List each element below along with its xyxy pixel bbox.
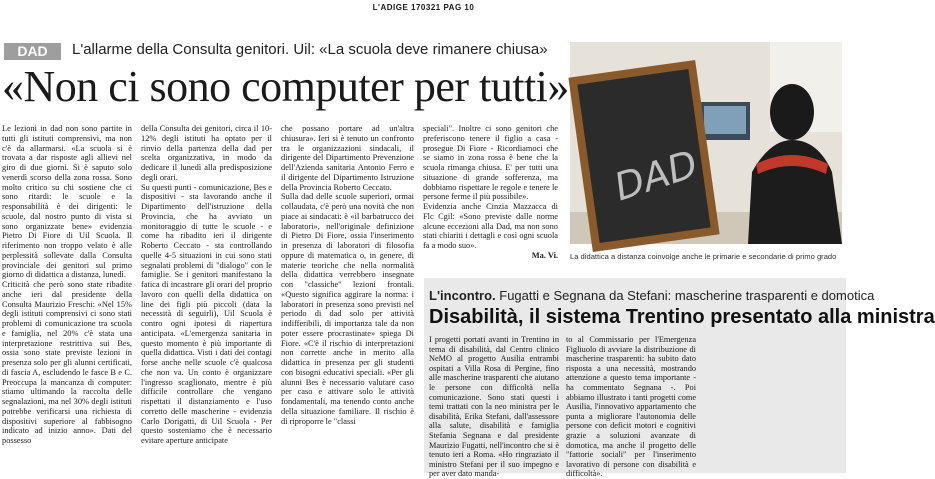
section-badge: DAD [4, 43, 61, 60]
author-signature: Ma. Vi. [531, 250, 558, 260]
box-kicker [429, 288, 874, 303]
photo-illustration [570, 42, 842, 244]
paragraph: Su questi punti - comunicazione, Bes e dispositivi - sta lavorando anche il Dipartimento dell'istruzione della Provincia, che ha avviato un monitoraggio di tutte le scuole - e come ha ribadito ieri il dirigente Roberto Ceccato - sta controllando quelle 4-5 situazioni in cui sono stati segnalati problemi di "dialogo" con le famiglie. Se i genitori manifestano la fatica di incastrare gli orari del proprio lavoro con quelli della didattica on line dei figli più piccoli (data la necessità di seguirli), Uil Scuola è contro ogni ipotesi di riapertura anticipata. «L'emergenza sanitaria in questo momento è più importante di quella didattica. Visti i dati dei contagi forse anche nelle scuole c'è qualcosa che non va. Un conto è organizzare l'ingresso scaglionato, mentre è più difficile controllare che vengano rispettati il distanziamento e l'uso corretto delle mascherine - evidenzia Carlo Dorigatti, di Uil Scuola - Per questo sosteniamo che è necessario evitare aperture anticipate [141, 182, 272, 445]
article-photo [570, 42, 842, 244]
article-column-3 [281, 124, 414, 452]
paragraph: Le lezioni in dad non sono partite in tutti gli istituti comprensivi, ma non c'è da allarmarsi. «La scuola si è trovata a dar risposte agli allievi nel giro di due giorni. Si è saputo solo venerdì scorso della zona rossa. Sono molto critico su chi sostiene che ci sono ritardi: le scuole e la responsabilità è dei dirigenti: le scuole, dal nostro punto di vista si sono organizzate bene» evidenzia Pietro Di Fiore di Uil Scuola. Il riferimento non troppo velato è alle perplessità sollevate dalla Consulta provinciale dei genitori sul primo giorno di didattica a distanza, lunedì. [2, 124, 132, 280]
article-column-1 [2, 124, 132, 452]
paragraph: della Consulta dei genitori, circa il 10-12% degli istituti ha optato per il rinvio della partenza della dad per scelta organizzativa, in modo da dedicare il lunedì alla predisposizione degli orari. [141, 124, 272, 182]
page-reference: L'ADIGE 170321 PAG 10 [372, 3, 475, 12]
paragraph: Sulla dad delle scuole superiori, ormai collaudata, c'è però una novità che non piace ai sindacati: è «il barbatrucco dei laboratori», nell'originale definizione di Pietro Di Fiore, ossia l'inserimento in presenza di laboratori di filosofia oppure di matematica o, in genere, di materie teoriche che nella normalità della didattica verrebbero insegnate con "classiche" lezioni frontali. «Questo significa aggirare la norma: i laboratori in presenza sono previsti nel periodo di dad solo per attività indifferibili, di importanza tale da non poter essere procrastinate» spiega Di Fiore. «C'è il rischio di interpretazioni non corrette anche in merito alla didattica in presenza per gli studenti con bisogni educativi speciali. «Per gli alunni Bes è necessario valutare caso per caso e attivare solo le attività fondamentali, ma tenendo conto anche della situazione familiare. Il rischio è di riproporre le "classi [281, 192, 414, 426]
article-kicker: L'allarme della Consulta genitori. Uil: «La scuola deve rimanere chiusa» [72, 41, 548, 58]
chalkboard-text: DAD [608, 141, 703, 210]
box-column-1: I progetti portati avanti in Trentino in tema di disabilità, dal Centro clinico NeMO al progetto Ausilia entrambi ospitati a Villa Rosa di Pergine, fino alle mascherine trasparenti che aiutano le persone con difficoltà nella comunicazione. Sono stati questi i temi trattati con la neo ministra per le disabilità, Erika Stefani, dall'assessore alla salute, disabilità e famiglia Stefania Segnana e dal presidente Maurizio Fugatti, nell'incontro che si è tenuto ieri a Roma. «Ho ringraziato il ministro Stefani per il suo impegno e per aver dato manda- [429, 335, 559, 479]
paragraph: che possano portare ad un'altra chiusura». Ieri si è tenuto un confronto tra le organizzazioni sindacali, il dirigente del Dipartimento Prevenzione dell'Azienda sanitaria Antonio Ferro e il dirigente del Dipartimento Istruzione della Provincia Roberto Ceccato. [281, 124, 414, 192]
paragraph: speciali". Inoltre ci sono genitori che preferiscono tenere il figlio a casa - prosegue Di Fiore - Ricordiamoci che se siamo in zona rossa è bene che la scuola rimanga chiusa. E' per tutti una situazione di grande sofferenza, ma dobbiamo rispettare le regole e tenere le persone ferme il più possibile». [423, 124, 558, 202]
photo-caption: La didattica a distanza coinvolge anche le primarie e secondarie di primo grado [570, 252, 837, 261]
box-title: Disabilità, il sistema Trentino presentato alla ministra [429, 306, 935, 328]
paragraph: Criticità che però sono state ribadite anche ieri dal presidente della Consulta Maurizio Freschi: «Nel 15% degli istituti comprensivi ci sono stati problemi di comunicazione tra scuola e famiglia, nel 20% c'è stata una interpretazione restrittiva sui Bes, ossia sono state previste lezioni in presenza solo per gli alunni certificati, di fascia A, escludendo le fasce B e C. Preoccupa la mancanza di computer: stiamo ultimando la raccolta delle segnalazioni, ma nel 30% degli istituti potrebbe verificarsi una richiesta di dispositivi superiore al fabbisogno indicato ad inizio anno». Dati del possesso [2, 280, 132, 445]
paragraph: Evidenzia anche Cinzia Mazzacca di Flc Cgil: «Sono previste dalle norme alcune eccezioni alla Dad, ma non sono stati chiariti i dettagli e così ogni scuola fa a modo suo». [423, 202, 558, 250]
article-column-4 [423, 124, 558, 264]
article-column-2 [141, 124, 272, 452]
box-kicker-rest: Fugatti e Segnana da Stefani: mascherine trasparenti e domotica [495, 288, 875, 303]
box-column-2: to al Commissario per l'Emergenza Figliuolo di avviare la distribuzione di mascherine trasparenti: ha subito dato risposta a una necessità, mostrando attenzione a questo tema importante - ha commentato Segnana -. Poi abbiamo illustrato i tanti progetti come Ausilia, l'innovativo appartamento che punta a migliorare l'autonomia delle persone con deficit motori e cognitivi grazie a soluzioni avanzate di domotica, ma anche il progetto delle "fattorie sociali" per l'inserimento lavorativo di persone con disabilità e difficoltà». [566, 335, 696, 479]
article-headline: «Non ci sono computer per tutti» [2, 62, 569, 111]
box-kicker-lead: L'incontro. [429, 288, 496, 303]
